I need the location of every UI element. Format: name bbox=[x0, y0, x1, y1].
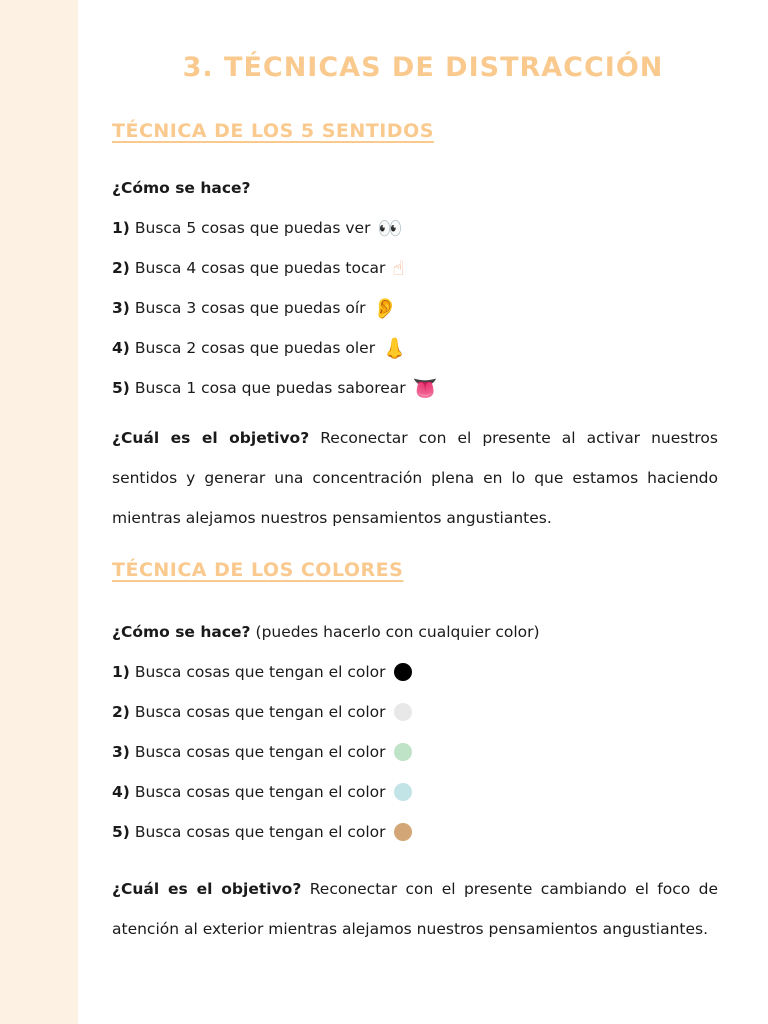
list-item bbox=[112, 298, 397, 318]
step-text: Busca cosas que tengan el color bbox=[134, 663, 386, 681]
section-heading-colors: TÉCNICA DE LOS COLORES bbox=[112, 559, 404, 581]
objective-text: Reconectar con el presente cambiando el foco de atención al exterior mientras alejamos nuestros pensamientos angustiantes. bbox=[112, 880, 719, 938]
how-note: (puedes hacerlo con cualquier color) bbox=[255, 623, 540, 641]
list-item bbox=[112, 742, 412, 762]
how-label-colors bbox=[112, 622, 540, 642]
list-item bbox=[112, 378, 438, 398]
step-text: Busca 1 cosa que puedas saborear bbox=[134, 379, 406, 397]
page-title: 3. TÉCNICAS DE DISTRACCIÓN bbox=[182, 52, 664, 83]
step-text: Busca cosas que tengan el color bbox=[134, 823, 386, 841]
color-dot-icon bbox=[394, 783, 412, 801]
step-number: 5) bbox=[112, 823, 130, 841]
list-item bbox=[112, 662, 412, 682]
color-dot-icon bbox=[394, 663, 412, 681]
color-dot-icon bbox=[394, 703, 412, 721]
step-number: 1) bbox=[112, 219, 130, 237]
step-text: Busca 3 cosas que puedas oír bbox=[134, 299, 366, 317]
list-item bbox=[112, 258, 405, 278]
how-label: ¿Cómo se hace? bbox=[112, 179, 251, 197]
color-dot-icon bbox=[394, 823, 412, 841]
list-item bbox=[112, 218, 402, 238]
step-number: 3) bbox=[112, 743, 130, 761]
eyes-icon: 👀 bbox=[377, 216, 403, 240]
step-number: 1) bbox=[112, 663, 130, 681]
step-text: Busca cosas que tengan el color bbox=[134, 703, 386, 721]
step-number: 5) bbox=[112, 379, 130, 397]
how-label-senses bbox=[112, 178, 256, 198]
step-number: 4) bbox=[112, 339, 130, 357]
step-text: Busca 4 cosas que puedas tocar bbox=[134, 259, 386, 277]
step-number: 4) bbox=[112, 783, 130, 801]
ear-icon: 👂 bbox=[372, 296, 398, 320]
step-text: Busca 2 cosas que puedas oler bbox=[134, 339, 376, 357]
how-label: ¿Cómo se hace? bbox=[112, 623, 251, 641]
tongue-icon: 👅 bbox=[412, 376, 438, 400]
objective-text: Reconectar con el presente al activar nuestros sentidos y generar una concentración plena en lo que estamos haciendo mientras alejamos nuestros pensamientos angustiantes. bbox=[112, 429, 718, 527]
color-dot-icon bbox=[394, 743, 412, 761]
objective-label: ¿Cuál es el objetivo? bbox=[112, 880, 302, 898]
step-number: 2) bbox=[112, 259, 130, 277]
nose-icon: 👃 bbox=[382, 336, 407, 360]
list-item bbox=[112, 822, 412, 842]
list-item bbox=[112, 702, 412, 722]
list-item bbox=[112, 782, 412, 802]
touch-finger-icon: ☝ bbox=[392, 256, 405, 280]
step-number: 2) bbox=[112, 703, 130, 721]
step-text: Busca 5 cosas que puedas ver bbox=[134, 219, 371, 237]
step-text: Busca cosas que tengan el color bbox=[134, 743, 386, 761]
section-heading-senses: TÉCNICA DE LOS 5 SENTIDOS bbox=[112, 120, 434, 142]
list-item bbox=[112, 338, 407, 358]
objective-paragraph-colors bbox=[112, 869, 718, 949]
step-text: Busca cosas que tengan el color bbox=[134, 783, 386, 801]
side-band bbox=[0, 0, 78, 1024]
objective-paragraph-senses bbox=[112, 418, 718, 538]
objective-label: ¿Cuál es el objetivo? bbox=[112, 429, 310, 447]
step-number: 3) bbox=[112, 299, 130, 317]
